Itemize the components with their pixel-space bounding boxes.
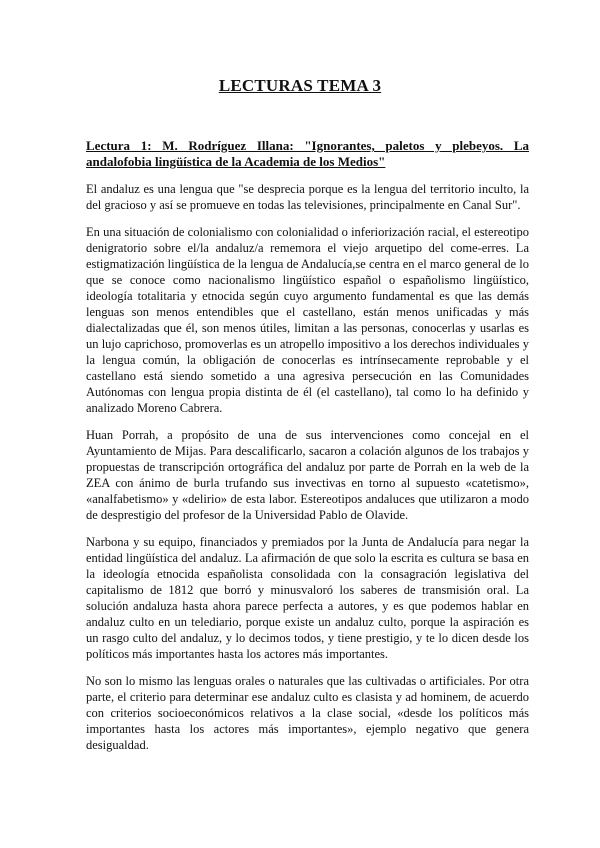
reading-heading: Lectura 1: M. Rodríguez Illana: "Ignorantes, paletos y plebeyos. La andalofobia lingüística de la Academia de los Medios" xyxy=(86,138,529,169)
paragraph-1: El andaluz es una lengua que "se desprecia porque es la lengua del territorio inculto, la del gracioso y así se promueve en todas las televisiones, principalmente en Canal Sur". xyxy=(86,182,529,212)
paragraph-4: Narbona y su equipo, financiados y premiados por la Junta de Andalucía para negar la entidad lingüística del andaluz. La afirmación de que solo la escrita es cultura se basa en la ideología etnocida españolista consolidada con la consagración legislativa del capitalismo de 1812 que borró y minusvaloró los saberes de transmisión oral. La solución andaluza hasta ahora parece perfecta a autores, y es que podemos hablar en andaluz culto en un telediario, porque existe un andaluz culto, porque la aspiración es un rasgo culto del andaluz, y lo decimos todos, y tiene prestigio, y te lo dicen desde los políticos más importantes hasta los actores más importantes. xyxy=(86,535,529,661)
paragraph-2: En una situación de colonialismo con colonialidad o inferiorización racial, el estereotipo denigratorio sobre el/la andaluz/a rememora el viejo arquetipo del come-erres. La estigmatización lingüística de la lengua de Andalucía,se centra en el marco general de lo que se conoce como nacionalismo lingüístico español o españolismo lingüístico, ideología totalitaria y etnocida según cuyo argumento fundamental es que las demás lenguas son menos entendibles que el castellano, están menos unificadas y más dialectalizadas que él, son menos útiles, limitan a las personas, conocerlas y usarlas es un lujo caprichoso, promoverlas es un atropello impositivo a los derechos individuales y la lengua común, la obligación de conocerlas es intrínsecamente reprobable y el castellano está siendo sometido a una agresiva persecución en las Comunidades Autónomas con lengua propia distinta de él (el castellano), tal como lo ha definido y analizado Moreno Cabrera. xyxy=(86,225,529,415)
paragraph-5: No son lo mismo las lenguas orales o naturales que las cultivadas o artificiales. Por otra parte, el criterio para determinar ese andaluz culto es clasista y ad hominem, de acuerdo con criterios socioeconómicos relativos a la clase social, «desde los políticos más importantes hasta los actores más importantes», ejemplo negativo que genera desigualdad. xyxy=(86,674,529,752)
document-body xyxy=(86,138,529,764)
paragraph-3: Huan Porrah, a propósito de una de sus intervenciones como concejal en el Ayuntamiento de Mijas. Para descalificarlo, sacaron a colación algunos de los trabajos y propuestas de transcripción ortográfica del andaluz por parte de Porrah en la web de la ZEA con ánimo de burla trufando sus invectivas en torno al supuesto «catetismo», «analfabetismo» y «delirio» de esta labor. Estereotipos andaluces que utilizaron a modo de desprestigio del profesor de la Universidad Pablo de Olavide. xyxy=(86,428,529,522)
page-title: LECTURAS TEMA 3 xyxy=(218,76,382,95)
